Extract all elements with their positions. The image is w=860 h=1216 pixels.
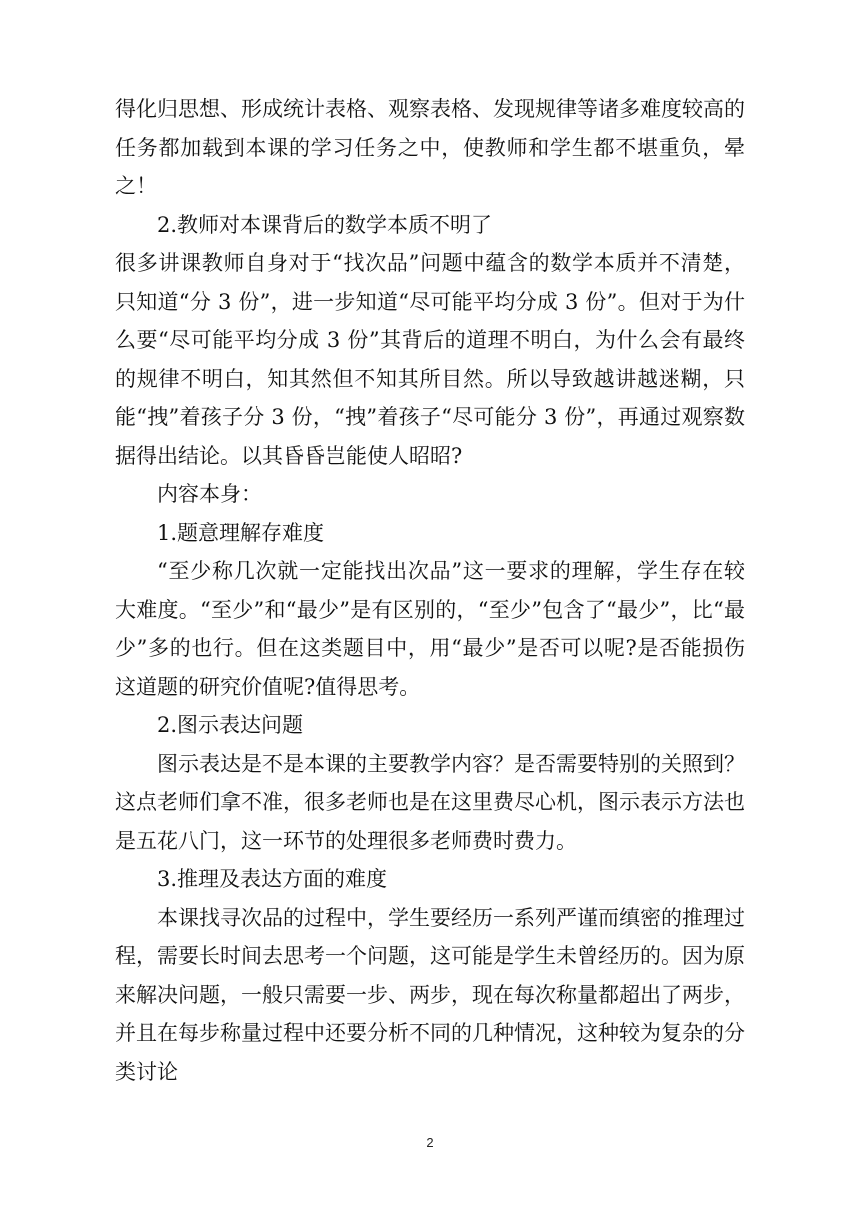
section-heading-teacher-understanding: 2.教师对本课背后的数学本质不明了 xyxy=(157,212,493,237)
paragraph-comprehension: “至少称几次就一定能找出次品”这一要求的理解，学生存在较大难度。“至少”和“最少”是有区别的，“至少”包含了“最少”，比“最少”多的也行。但在这类题目中，用“最少”是否可以呢?是否能损伤这道题的研究价值呢?值得思考。 xyxy=(115,559,745,699)
page-number: 2 xyxy=(426,1135,434,1150)
subheading-diagram: 2.图示表达问题 xyxy=(157,713,304,737)
section-heading-content: 内容本身： xyxy=(157,482,262,506)
paragraph-diagram: 图示表达是不是本课的主要教学内容？是否需要特别的关照到？这点老师们拿不准，很多老师也是在这里费尽心机，图示表示方法也是五花八门，这一环节的处理很多老师费时费力。 xyxy=(115,751,745,853)
paragraph-continuation: 得化归思想、形成统计表格、观察表格、发现规律等诸多难度较高的任务都加载到本课的学习任务之中，使教师和学生都不堪重负，晕之！ xyxy=(115,97,745,198)
document-body xyxy=(115,90,745,1091)
subheading-comprehension: 1.题意理解存难度 xyxy=(157,520,325,545)
subheading-reasoning: 3.推理及表达方面的难度 xyxy=(157,867,388,891)
paragraph-teacher-understanding: 很多讲课教师自身对于“找次品”问题中蕴含的数学本质并不清楚，只知道“分 3 份”，进一步知道“尽可能平均分成 3 份”。但对于为什么要“尽可能平均分成 3 份”其背后的道理不明白，为什么会有最终的规律不明白，知其然但不知其所目然。所以导致越讲越迷糊，只能“拽”着孩子分 3 份，“拽”着孩子“尽可能分 3 份”，再通过观察数据得出结论。以其昏昏岂能使人昭昭? xyxy=(115,251,745,468)
paragraph-reasoning: 本课找寻次品的过程中，学生要经历一系列严谨而缜密的推理过程，需要长时间去思考一个问题，这可能是学生未曾经历的。因为原来解决问题，一般只需要一步、两步，现在每次称量都超出了两步，并且在每步称量过程中还要分析不同的几种情况，这种较为复杂的分类讨论 xyxy=(115,905,745,1084)
